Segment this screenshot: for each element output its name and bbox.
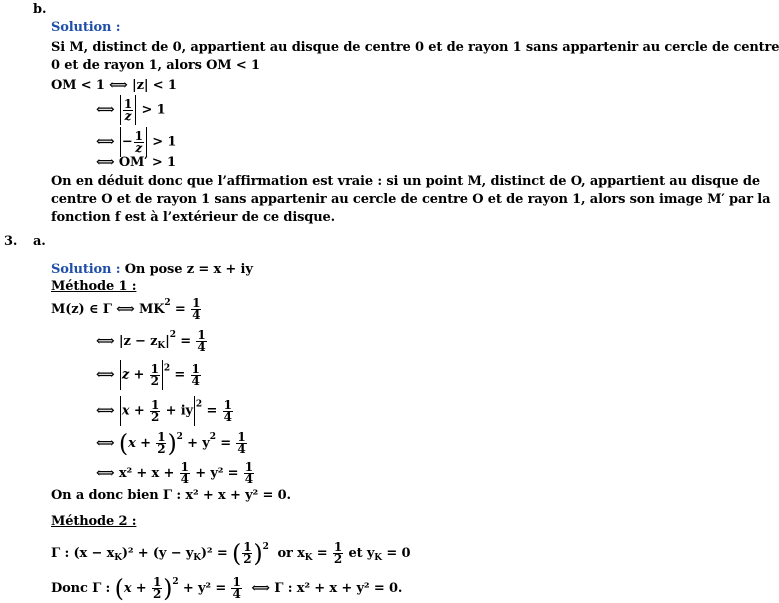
fraction-half <box>150 361 160 388</box>
exponent: 2 <box>176 432 183 442</box>
exponent: 2 <box>262 542 269 552</box>
premise-line-2: 0 et de rayon 1, alors OM < 1 <box>51 58 260 73</box>
fraction-half <box>152 577 162 600</box>
comparison: > 1 <box>141 102 166 118</box>
paren-close: ) <box>167 429 177 458</box>
solution-text: On pose z = x + iy <box>124 262 253 277</box>
expr-end: ⟺ Γ : x² + x + y² = 0. <box>251 581 403 596</box>
method-2-title: Méthode 2 : <box>51 514 137 529</box>
frac-num: 1 <box>197 328 206 342</box>
abs-bar-left <box>120 127 121 157</box>
equals: = <box>180 334 191 349</box>
solution-line <box>51 262 253 278</box>
paren-open: ( <box>231 539 242 568</box>
minus-sign: − <box>121 134 133 150</box>
paren-open: ( <box>114 574 124 603</box>
part-label-b: b. <box>33 2 47 17</box>
subscript: K <box>114 553 122 563</box>
frac-den: 4 <box>232 587 241 601</box>
frac-num: 1 <box>134 128 143 143</box>
fraction-half <box>242 542 252 565</box>
frac-den: 2 <box>243 552 252 566</box>
expr-tail: + y² = <box>182 581 227 596</box>
frac-num: 1 <box>191 361 200 376</box>
frac-den: 2 <box>151 409 160 424</box>
abs-bar-right <box>194 396 195 426</box>
frac-den: 4 <box>180 472 189 486</box>
abs-bar-left <box>120 360 121 390</box>
frac-den: 2 <box>152 587 162 601</box>
method1-line-4 <box>96 396 234 426</box>
frac-den: 4 <box>244 472 253 486</box>
equivalence-line-2 <box>96 95 166 125</box>
frac-num: 1 <box>151 397 160 412</box>
frac-num: 1 <box>237 430 246 444</box>
abs-close: | <box>165 334 170 349</box>
paren-close: ) <box>253 539 263 568</box>
expr: M(z) ∈ Γ ⟺ MK <box>51 302 165 317</box>
frac-den: z <box>135 140 143 155</box>
expr-y: + y <box>187 436 210 451</box>
exponent: 2 <box>169 330 176 340</box>
paren-open: ( <box>118 429 129 458</box>
equivalence-line-4: ⟺ OM′ > 1 <box>96 155 176 170</box>
expr-iy: + iy <box>165 403 193 419</box>
expr-x: x + <box>123 581 147 596</box>
method1-line-2 <box>96 328 208 353</box>
frac-den: z <box>124 108 132 123</box>
equals: = <box>174 367 186 383</box>
fraction-half <box>156 432 166 455</box>
equiv-arrow: ⟺ <box>96 436 115 451</box>
fraction-one-over-z <box>134 128 144 155</box>
method1-line-5 <box>96 430 248 456</box>
fraction-quarter <box>191 361 201 388</box>
abs-bar-right <box>135 95 136 125</box>
solution-label: Solution : <box>51 20 121 35</box>
et-y: et y <box>348 546 375 561</box>
subscript: K <box>193 553 201 563</box>
method1-conclusion: On a donc bien Γ : x² + x + y² = 0. <box>51 488 291 503</box>
conclusion-line-2: centre O et de rayon 1 sans appartenir au cercle de centre O et de rayon 1, alors son image M′ par la <box>51 192 771 207</box>
frac-num: 1 <box>192 296 201 310</box>
exponent: 2 <box>164 298 171 308</box>
exponent: 2 <box>172 577 179 587</box>
frac-den: 4 <box>197 340 206 354</box>
abs-bar-left <box>120 95 121 125</box>
frac-den: 4 <box>237 442 246 456</box>
fraction-quarter <box>191 298 201 321</box>
method2-line-1 <box>51 540 410 566</box>
abs-bar-left <box>120 396 121 426</box>
fraction-quarter <box>236 432 246 455</box>
frac-den: 4 <box>223 409 232 424</box>
frac-den: 2 <box>150 373 159 388</box>
method-1-title: Méthode 1 : <box>51 279 137 294</box>
question-number: 3. <box>4 234 18 249</box>
frac-num: 1 <box>243 540 252 554</box>
expr-end: = 0 <box>386 546 411 561</box>
equals: = <box>316 546 328 561</box>
equals: = <box>174 302 186 317</box>
frac-num: 1 <box>180 460 189 474</box>
equiv-arrow: ⟺ <box>96 367 115 383</box>
expr-mid: + y² = <box>195 466 239 481</box>
part-label-a: a. <box>33 234 46 249</box>
abs-bar-right <box>162 360 163 390</box>
solution-label: Solution : <box>51 262 121 277</box>
fraction-quarter <box>196 330 206 353</box>
frac-den: 2 <box>157 442 166 456</box>
expr-mid: )² + (y − y <box>121 546 194 561</box>
fraction-half <box>333 542 343 565</box>
expr: z + <box>121 367 145 383</box>
fraction-one-over-z <box>123 96 133 123</box>
exponent: 2 <box>209 432 216 442</box>
fraction-quarter <box>180 462 190 485</box>
method1-line-3 <box>96 360 202 390</box>
exponent: 2 <box>163 363 170 374</box>
expr: x + <box>121 403 145 419</box>
expr: Donc Γ : <box>51 581 111 596</box>
method1-line-6 <box>96 462 255 485</box>
equivalence-line-1: OM < 1 ⟺ |z| < 1 <box>51 78 177 93</box>
fraction-quarter <box>244 462 254 485</box>
frac-den: 2 <box>333 552 343 566</box>
method2-line-2 <box>51 575 402 601</box>
frac-num: 1 <box>123 96 133 111</box>
frac-num: 1 <box>152 575 162 589</box>
equiv-arrow: ⟺ <box>96 102 115 118</box>
frac-num: 1 <box>157 430 166 444</box>
frac-num: 1 <box>150 361 159 376</box>
fraction-half <box>150 397 160 424</box>
or-x: or x <box>277 546 305 561</box>
equiv-arrow: ⟺ <box>96 403 115 419</box>
method1-line-1 <box>51 296 202 321</box>
expr: ⟺ |z − z <box>96 334 158 349</box>
expr-mid2: )² = <box>200 546 228 561</box>
abs-bar-right <box>146 127 147 157</box>
equals: = <box>206 403 218 419</box>
subscript: K <box>157 341 166 351</box>
frac-num: 1 <box>244 460 253 474</box>
expr: x + <box>128 436 151 451</box>
conclusion-line-1: On en déduit donc que l’affirmation est vraie : si un point M, distinct de O, appartient au disque de <box>51 174 760 189</box>
equivalence-line-3 <box>96 127 176 157</box>
fraction-quarter <box>231 577 241 600</box>
expr: ⟺ x² + x + <box>96 466 175 481</box>
fraction-quarter <box>223 397 233 424</box>
expr: Γ : (x − x <box>51 546 115 561</box>
equals: = <box>220 436 231 451</box>
exponent: 2 <box>195 399 203 410</box>
frac-den: 4 <box>192 308 201 322</box>
equiv-arrow: ⟺ <box>96 134 115 150</box>
frac-num: 1 <box>232 575 241 589</box>
subscript: K <box>374 553 382 563</box>
frac-num: 1 <box>333 540 343 554</box>
paren-close: ) <box>163 574 173 603</box>
frac-den: 4 <box>191 373 200 388</box>
frac-num: 1 <box>223 397 232 412</box>
comparison: > 1 <box>152 134 177 150</box>
conclusion-line-3: fonction f est à l’extérieur de ce disque. <box>51 210 336 225</box>
premise-line-1: Si M, distinct de 0, appartient au disque de centre 0 et de rayon 1 sans appartenir au cercle de centre <box>51 40 779 55</box>
subscript: K <box>304 553 313 563</box>
